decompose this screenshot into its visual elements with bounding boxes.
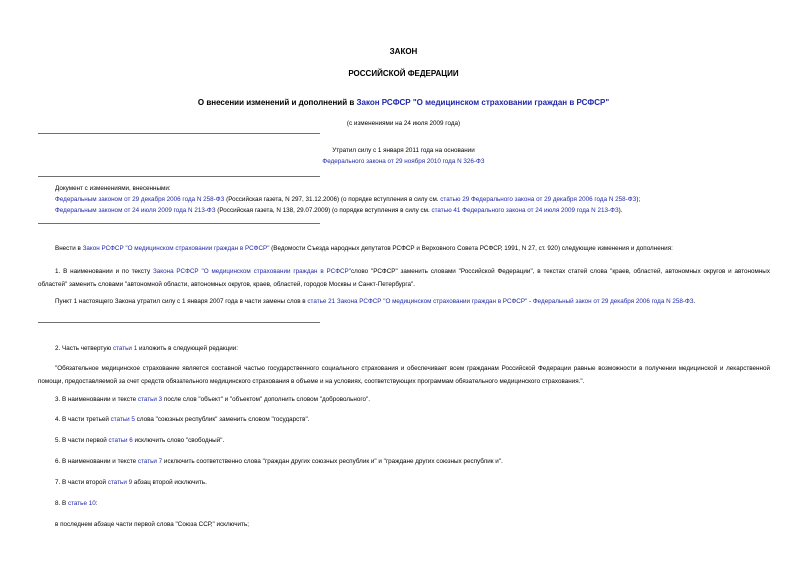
repeal-law-link[interactable]: Федерального закона от 29 ноября 2010 года N 326-ФЗ: [322, 158, 485, 165]
article-link[interactable]: статьи 9: [107, 479, 133, 486]
paragraph-text: 2. Часть четвертую: [55, 345, 113, 352]
paragraph-text: исключить соответственно слова "граждан других союзных республик и" и "граждане других союзных республик и".: [162, 458, 503, 465]
paragraph-text: слово "РСФСР" заменить словами "Российской Федерации", в текстах статей слова "краев, областей, автономных округов и автономных областей" заменить словами "автономной области, автономных округов, краев, областей, городов Москвы и Санкт-Петербурга".: [38, 268, 770, 288]
amendments-note: (с изменениями на 24 июля 2009 года): [346, 120, 461, 127]
paragraph-text: 6. В наименовании и тексте: [55, 458, 138, 465]
paragraph-text: 4. В части третьей: [55, 416, 111, 423]
paragraph-text: изложить в следующей редакции:: [137, 345, 238, 352]
paragraph-text: 8. В: [55, 500, 68, 507]
article-link[interactable]: статьи 1: [112, 345, 138, 352]
heading-law-link[interactable]: Закон РСФСР "О медицинском страховании граждан в РСФСР": [356, 98, 610, 107]
paragraph: [38, 266, 770, 291]
repeal-status: Утратил силу с 1 января 2011 года на основании: [332, 147, 475, 154]
paragraph-text: (Ведомости Съезда народных депутатов РСФСР и Верховного Совета РСФСР, 1991, N 27, ст. 920) следующие изменения и дополнения:: [269, 245, 673, 252]
change-item-text: (Российская газета, N 138, 29.07.2009) (о порядке вступления в силу см.: [215, 207, 432, 214]
paragraph: [38, 296, 770, 309]
law-link[interactable]: Закон РСФСР "О медицинском страховании граждан в РСФСР": [82, 245, 270, 252]
paragraph: "Обязательное медицинское страхование является составной частью государственного социального страхования и обеспечивает всем гражданам Российской Федерации равные возможности в получении медицинской и лекарственной помощи, предоставляемой за счет средств обязательного медицинского страхования в объеме и на условиях, соответствующих программам обязательного медицинского страхования.".: [38, 365, 770, 385]
law-heading: [0, 98, 807, 107]
paragraph: [38, 477, 770, 490]
paragraph-text: :: [95, 500, 98, 507]
paragraph-text: слова "союзных республик" заменить словом "государств".: [134, 416, 310, 423]
paragraph-text: Пункт 1 настоящего Закона утратил силу с 1 января 2007 года в части замены слов в: [55, 298, 308, 305]
paragraph-text: Внести в: [55, 245, 83, 252]
law-title: ЗАКОН: [389, 47, 418, 56]
paragraph-text: 7. В части второй: [55, 479, 108, 486]
paragraph-text: -: [527, 298, 533, 305]
paragraph-text: исключить слово "свободный".: [132, 437, 225, 444]
paragraph-text: абзац второй исключить.: [132, 479, 207, 486]
heading-prefix: О внесении изменений и дополнений в: [197, 98, 357, 107]
article-link[interactable]: статьи 3: [137, 396, 163, 403]
divider: [38, 176, 320, 177]
law-link[interactable]: Закона РСФСР "О медицинском страховании граждан в РСФСР": [152, 268, 351, 275]
article-link[interactable]: статьи 6: [108, 437, 133, 444]
divider: [38, 133, 320, 134]
change-item-end: );: [636, 196, 641, 203]
law-subtitle: РОССИЙСКОЙ ФЕДЕРАЦИИ: [348, 69, 459, 78]
paragraph-text: .: [693, 298, 696, 305]
change-item-text: (Российская газета, N 297, 31.12.2006) (о порядке вступления в силу см.: [224, 196, 441, 203]
divider: [38, 322, 320, 323]
paragraph: в последнем абзаце части первой слова "Союза ССР," исключить;: [55, 521, 249, 528]
paragraph-text: 1. В наименовании и по тексту: [55, 268, 153, 275]
divider: [38, 223, 320, 224]
change-article-link[interactable]: статью 29 Федерального закона от 29 декабря 2006 года N 258-ФЗ: [440, 196, 637, 203]
changes-intro: Документ с изменениями, внесенными:: [55, 185, 171, 192]
paragraph-text: 5. В части первой: [55, 437, 109, 444]
change-item: [55, 195, 640, 205]
law-link[interactable]: Федеральный закон от 29 декабря 2006 года N 258-ФЗ: [532, 298, 694, 305]
article-link[interactable]: статьи 5: [110, 416, 135, 423]
paragraph-text: 3. В наименовании и тексте: [55, 396, 138, 403]
change-law-link[interactable]: Федеральным законом от 29 декабря 2006 года N 258-ФЗ: [55, 196, 225, 203]
paragraph-text: после слов "объект" и "объектом" дополнить словом "добровольного".: [162, 396, 370, 403]
article-link[interactable]: статье 21 Закона РСФСР "О медицинском страховании граждан в РСФСР": [307, 298, 528, 305]
paragraph: [38, 498, 770, 511]
paragraph: [38, 435, 770, 448]
change-law-link[interactable]: Федеральным законом от 24 июля 2009 года N 213-ФЗ: [55, 207, 216, 214]
paragraph: [38, 414, 770, 427]
paragraph: [38, 343, 770, 356]
article-link[interactable]: статьи 7: [137, 458, 163, 465]
paragraph: [38, 394, 770, 407]
change-article-link[interactable]: статью 41 Федерального закона от 24 июля 2009 года N 213-ФЗ: [431, 207, 619, 214]
article-link[interactable]: статье 10: [67, 500, 96, 507]
paragraph: [38, 243, 770, 256]
paragraph: [38, 456, 770, 469]
change-item-end: ).: [618, 207, 623, 214]
change-item: [55, 206, 623, 216]
